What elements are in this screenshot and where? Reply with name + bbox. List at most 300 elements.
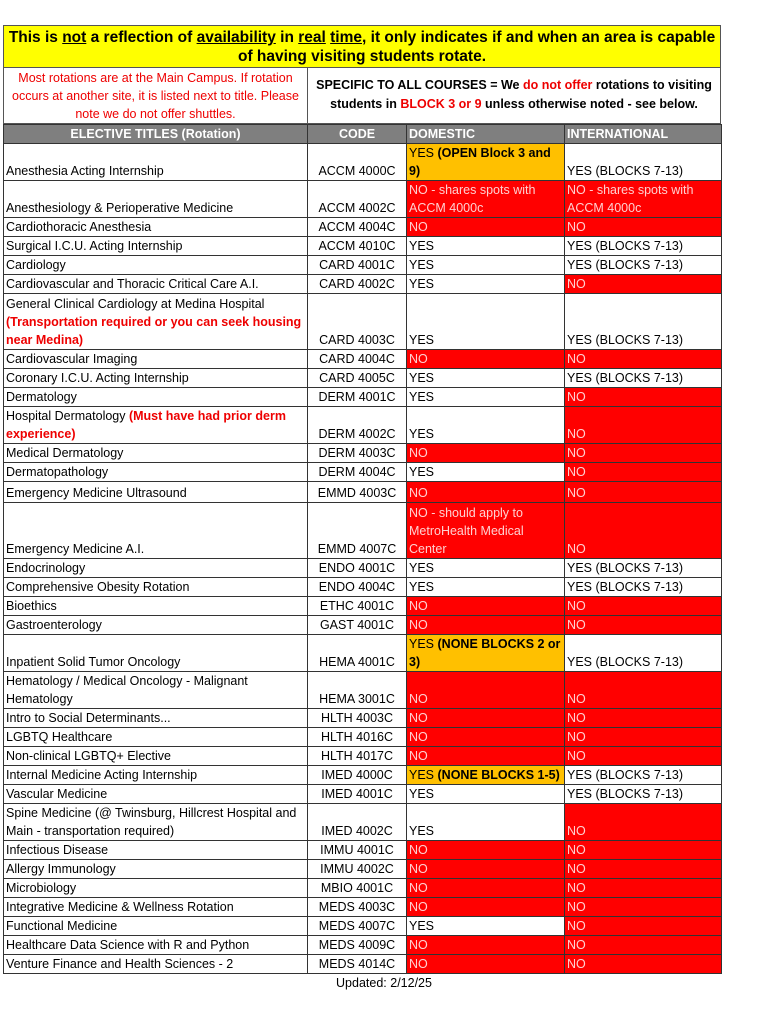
status-text: NO: [567, 542, 586, 556]
status-text: NO: [409, 957, 428, 971]
domestic-status: [407, 559, 565, 578]
elective-title: [4, 388, 308, 407]
course-code: MEDS 4009C: [308, 936, 407, 955]
elective-title-text: Bioethics: [6, 599, 57, 613]
status-text: NO - should apply to MetroHealth Medical Center: [409, 506, 524, 556]
status-text: NO: [409, 900, 428, 914]
status-text: YES (BLOCKS 7-13): [567, 768, 684, 782]
table-row: [4, 635, 722, 672]
elective-title-text: Inpatient Solid Tumor Oncology: [6, 655, 181, 669]
table-row: [4, 955, 722, 974]
course-code: IMED 4002C: [308, 804, 407, 841]
status-text: NO: [409, 692, 428, 706]
status-text: YES (BLOCKS 7-13): [567, 239, 684, 253]
international-status: [565, 144, 722, 181]
domestic-status: [407, 672, 565, 709]
domestic-status: [407, 275, 565, 294]
course-code: HEMA 4001C: [308, 635, 407, 672]
elective-title-text: Dermatology: [6, 390, 77, 404]
status-note: (NONE BLOCKS 1-5): [437, 768, 560, 782]
elective-title: [4, 804, 308, 841]
table-row: [4, 578, 722, 597]
domestic-status: [407, 144, 565, 181]
international-status: [565, 237, 722, 256]
course-code: IMMU 4002C: [308, 860, 407, 879]
table-header-row: [4, 125, 722, 144]
elective-title: [4, 917, 308, 936]
elective-title-text: Hospital Dermatology: [6, 409, 129, 423]
status-text: YES: [409, 277, 435, 291]
international-status: [565, 388, 722, 407]
elective-title: [4, 728, 308, 747]
status-text: NO: [567, 599, 586, 613]
domestic-status: [407, 463, 565, 482]
international-status: [565, 936, 722, 955]
status-text: NO: [409, 599, 428, 613]
international-status: [565, 785, 722, 804]
status-text: YES: [409, 146, 438, 160]
course-code: DERM 4002C: [308, 407, 407, 444]
course-note-text: do not offer: [522, 78, 593, 92]
international-status: [565, 218, 722, 237]
international-status: [565, 616, 722, 635]
domestic-status: [407, 350, 565, 369]
international-status: [565, 672, 722, 709]
table-row: [4, 275, 722, 294]
column-header-domestic: DOMESTIC: [407, 125, 565, 144]
elective-title: [4, 503, 308, 559]
status-text: NO: [409, 618, 428, 632]
table-row: [4, 181, 722, 218]
course-code: DERM 4003C: [308, 444, 407, 463]
status-text: NO: [409, 843, 428, 857]
course-note-text: SPECIFIC TO ALL COURSES = We: [316, 78, 523, 92]
domestic-status: [407, 804, 565, 841]
status-text: YES: [409, 787, 435, 801]
elective-title-text: Intro to Social Determinants...: [6, 711, 171, 725]
domestic-status: [407, 256, 565, 275]
international-status: [565, 503, 722, 559]
status-text: NO: [567, 446, 586, 460]
course-code: HLTH 4016C: [308, 728, 407, 747]
banner-text: availability: [196, 29, 276, 46]
course-code: MBIO 4001C: [308, 879, 407, 898]
table-row: [4, 597, 722, 616]
banner-text: it only indicates if and when an area is capable of having visiting students rotate.: [237, 29, 716, 65]
elective-title: [4, 635, 308, 672]
status-text: YES (BLOCKS 7-13): [567, 580, 684, 594]
elective-title: [4, 841, 308, 860]
status-text: YES: [409, 768, 438, 782]
status-text: NO: [409, 220, 428, 234]
status-text: YES (BLOCKS 7-13): [567, 655, 684, 669]
table-row: [4, 766, 722, 785]
course-code: HLTH 4017C: [308, 747, 407, 766]
elective-title: [4, 879, 308, 898]
international-status: [565, 879, 722, 898]
course-note-text: rotations to visiting students in: [330, 78, 712, 111]
notes-row: [3, 68, 721, 124]
updated-date: Updated: 2/12/25: [336, 976, 432, 990]
international-status: [565, 728, 722, 747]
course-code: HLTH 4003C: [308, 709, 407, 728]
status-text: NO: [567, 730, 586, 744]
domestic-status: [407, 879, 565, 898]
banner-text: time,: [330, 29, 367, 46]
table-body: [4, 144, 722, 974]
table-row: [4, 559, 722, 578]
table-row: [4, 898, 722, 917]
course-note-text: unless otherwise noted - see below.: [481, 97, 698, 111]
elective-title-text: LGBTQ Healthcare: [6, 730, 113, 744]
status-text: NO: [567, 938, 586, 952]
domestic-status: [407, 917, 565, 936]
elective-title-text: Surgical I.C.U. Acting Internship: [6, 239, 183, 253]
course-code: MEDS 4007C: [308, 917, 407, 936]
table-row: [4, 747, 722, 766]
elective-title: [4, 766, 308, 785]
domestic-status: [407, 766, 565, 785]
status-text: NO: [409, 352, 428, 366]
status-text: YES (BLOCKS 7-13): [567, 371, 684, 385]
status-text: YES (BLOCKS 7-13): [567, 787, 684, 801]
status-text: YES: [409, 333, 435, 347]
status-text: YES: [409, 258, 435, 272]
elective-title-text: Venture Finance and Health Sciences - 2: [6, 957, 234, 971]
status-text: NO: [567, 957, 586, 971]
course-code: IMED 4001C: [308, 785, 407, 804]
status-text: NO: [409, 711, 428, 725]
elective-title-text: Medical Dermatology: [6, 446, 124, 460]
international-status: [565, 482, 722, 503]
domestic-status: [407, 369, 565, 388]
international-status: [565, 597, 722, 616]
table-row: [4, 672, 722, 709]
elective-title-text: Endocrinology: [6, 561, 86, 575]
status-text: NO: [409, 862, 428, 876]
domestic-status: [407, 747, 565, 766]
elective-title: [4, 747, 308, 766]
status-text: NO: [409, 881, 428, 895]
course-code: CARD 4005C: [308, 369, 407, 388]
elective-title: [4, 898, 308, 917]
elective-title: [4, 350, 308, 369]
international-status: [565, 898, 722, 917]
status-text: YES: [409, 465, 435, 479]
table-row: [4, 369, 722, 388]
domestic-status: [407, 841, 565, 860]
table-row: [4, 879, 722, 898]
domestic-status: [407, 237, 565, 256]
international-status: [565, 860, 722, 879]
elective-title-text: Functional Medicine: [6, 919, 118, 933]
international-status: [565, 559, 722, 578]
course-code: ACCM 4000C: [308, 144, 407, 181]
elective-title: [4, 616, 308, 635]
status-text: NO: [409, 749, 428, 763]
elective-title-text: Spine Medicine (@ Twinsburg, Hillcrest Hospital and Main - transportation required): [6, 806, 297, 838]
elective-note: (Transportation required or you can seek housing near Medina): [6, 315, 302, 347]
domestic-status: [407, 181, 565, 218]
domestic-status: [407, 218, 565, 237]
international-status: [565, 804, 722, 841]
international-status: [565, 350, 722, 369]
elective-title-text: Integrative Medicine & Wellness Rotation: [6, 900, 234, 914]
elective-title-text: Gastroenterology: [6, 618, 102, 632]
status-text: NO: [567, 881, 586, 895]
elective-note: (Must have had prior derm experience): [6, 409, 286, 441]
international-status: [565, 955, 722, 974]
domestic-status: [407, 860, 565, 879]
elective-title: [4, 672, 308, 709]
elective-title: [4, 597, 308, 616]
course-code: MEDS 4003C: [308, 898, 407, 917]
status-text: NO: [567, 465, 586, 479]
elective-title: [4, 256, 308, 275]
course-code: CARD 4001C: [308, 256, 407, 275]
domestic-status: [407, 503, 565, 559]
elective-title: [4, 237, 308, 256]
elective-title: [4, 444, 308, 463]
status-text: NO: [567, 711, 586, 725]
status-note: (OPEN Block 3 and 9): [409, 146, 551, 178]
domestic-status: [407, 936, 565, 955]
status-text: YES: [409, 637, 438, 651]
table-row: [4, 407, 722, 444]
campus-note: Most rotations are at the Main Campus. If rotation occurs at another site, it is listed next to title. Please note we do not offer shuttles.: [4, 68, 308, 123]
banner-text: in: [275, 29, 299, 46]
elective-title-text: Healthcare Data Science with R and Python: [6, 938, 250, 952]
status-text: YES: [409, 580, 435, 594]
elective-title: [4, 218, 308, 237]
status-text: YES: [409, 427, 435, 441]
course-code: EMMD 4007C: [308, 503, 407, 559]
domestic-status: [407, 444, 565, 463]
international-status: [565, 275, 722, 294]
domestic-status: [407, 388, 565, 407]
table-row: [4, 388, 722, 407]
course-note-text: BLOCK 3 or 9: [400, 97, 482, 111]
status-text: NO: [567, 427, 586, 441]
course-code: ETHC 4001C: [308, 597, 407, 616]
course-code: EMMD 4003C: [308, 482, 407, 503]
domestic-status: [407, 728, 565, 747]
table-row: [4, 728, 722, 747]
elective-title: [4, 294, 308, 350]
elective-title: [4, 559, 308, 578]
status-text: NO: [567, 390, 586, 404]
banner-text: a reflection of: [86, 29, 197, 46]
elective-title: [4, 955, 308, 974]
status-text: NO: [409, 486, 428, 500]
international-status: [565, 369, 722, 388]
international-status: [565, 635, 722, 672]
domestic-status: [407, 578, 565, 597]
elective-title: [4, 463, 308, 482]
banner-text: This is: [8, 29, 63, 46]
elective-title-text: Microbiology: [6, 881, 77, 895]
course-code: IMED 4000C: [308, 766, 407, 785]
column-header-code: CODE: [308, 125, 407, 144]
domestic-status: [407, 482, 565, 503]
international-status: [565, 256, 722, 275]
status-text: YES: [409, 371, 435, 385]
status-text: NO: [567, 919, 586, 933]
domestic-status: [407, 898, 565, 917]
domestic-status: [407, 294, 565, 350]
elective-title: [4, 144, 308, 181]
course-code: ACCM 4004C: [308, 218, 407, 237]
table-row: [4, 936, 722, 955]
banner-text: not: [62, 29, 87, 46]
elective-title: [4, 407, 308, 444]
elective-title-text: Anesthesia Acting Internship: [6, 164, 164, 178]
table-row: [4, 463, 722, 482]
status-text: NO - shares spots with ACCM 4000c: [409, 183, 536, 215]
course-code: HEMA 3001C: [308, 672, 407, 709]
international-status: [565, 709, 722, 728]
elective-title: [4, 578, 308, 597]
course-code: IMMU 4001C: [308, 841, 407, 860]
status-text: NO: [567, 486, 586, 500]
status-text: NO: [567, 900, 586, 914]
elective-title: [4, 785, 308, 804]
table-row: [4, 785, 722, 804]
elective-title-text: Coronary I.C.U. Acting Internship: [6, 371, 189, 385]
table-row: [4, 482, 722, 503]
disclaimer-banner: [3, 25, 721, 68]
elective-title-text: Cardiology: [6, 258, 66, 272]
elective-title: [4, 709, 308, 728]
course-code: ENDO 4004C: [308, 578, 407, 597]
status-text: NO: [567, 618, 586, 632]
international-status: [565, 444, 722, 463]
course-code: ACCM 4002C: [308, 181, 407, 218]
table-row: [4, 709, 722, 728]
international-status: [565, 917, 722, 936]
international-status: [565, 407, 722, 444]
elective-title-text: Anesthesiology & Perioperative Medicine: [6, 201, 234, 215]
course-code: CARD 4003C: [308, 294, 407, 350]
elective-title-text: Infectious Disease: [6, 843, 109, 857]
electives-table: [3, 124, 722, 974]
status-text: YES (BLOCKS 7-13): [567, 258, 684, 272]
table-row: [4, 218, 722, 237]
international-status: [565, 841, 722, 860]
availability-sheet: [3, 25, 721, 974]
elective-title-text: Cardiovascular and Thoracic Critical Care A.I.: [6, 277, 259, 291]
status-text: NO: [567, 862, 586, 876]
status-note: (NONE BLOCKS 2 or 3): [409, 637, 561, 669]
course-code: GAST 4001C: [308, 616, 407, 635]
table-row: [4, 444, 722, 463]
table-row: [4, 350, 722, 369]
status-text: YES (BLOCKS 7-13): [567, 333, 684, 347]
international-status: [565, 463, 722, 482]
elective-title-text: Non-clinical LGBTQ+ Elective: [6, 749, 171, 763]
elective-title: [4, 860, 308, 879]
elective-title-text: General Clinical Cardiology at Medina Hospital: [6, 297, 265, 311]
international-status: [565, 578, 722, 597]
course-code: CARD 4002C: [308, 275, 407, 294]
course-code: DERM 4001C: [308, 388, 407, 407]
elective-title: [4, 181, 308, 218]
table-row: [4, 294, 722, 350]
status-text: NO: [409, 446, 428, 460]
banner-text: real: [298, 29, 326, 46]
table-row: [4, 237, 722, 256]
table-row: [4, 144, 722, 181]
domestic-status: [407, 785, 565, 804]
elective-title-text: Cardiovascular Imaging: [6, 352, 138, 366]
domestic-status: [407, 635, 565, 672]
elective-title-text: Emergency Medicine Ultrasound: [6, 486, 187, 500]
column-header-title: ELECTIVE TITLES (Rotation): [4, 125, 308, 144]
status-text: NO: [567, 692, 586, 706]
domestic-status: [407, 709, 565, 728]
course-code: MEDS 4014C: [308, 955, 407, 974]
status-text: NO: [409, 938, 428, 952]
domestic-status: [407, 955, 565, 974]
elective-title-text: Vascular Medicine: [6, 787, 108, 801]
status-text: NO: [567, 749, 586, 763]
status-text: NO: [567, 843, 586, 857]
status-text: YES: [409, 919, 435, 933]
status-text: YES: [409, 239, 435, 253]
international-status: [565, 294, 722, 350]
table-row: [4, 860, 722, 879]
elective-title-text: Emergency Medicine A.I.: [6, 542, 145, 556]
elective-title: [4, 482, 308, 503]
domestic-status: [407, 407, 565, 444]
table-row: [4, 616, 722, 635]
status-text: YES: [409, 561, 435, 575]
domestic-status: [407, 597, 565, 616]
elective-title-text: Allergy Immunology: [6, 862, 116, 876]
domestic-status: [407, 616, 565, 635]
elective-title-text: Cardiothoracic Anesthesia: [6, 220, 152, 234]
status-text: YES (BLOCKS 7-13): [567, 164, 684, 178]
course-code: ENDO 4001C: [308, 559, 407, 578]
status-text: NO: [567, 824, 586, 838]
status-text: NO: [567, 277, 586, 291]
course-code: ACCM 4010C: [308, 237, 407, 256]
elective-title: [4, 369, 308, 388]
elective-title: [4, 936, 308, 955]
table-row: [4, 503, 722, 559]
elective-title: [4, 275, 308, 294]
elective-title-text: Comprehensive Obesity Rotation: [6, 580, 190, 594]
elective-title-text: Dermatopathology: [6, 465, 109, 479]
column-header-international: INTERNATIONAL: [565, 125, 722, 144]
elective-title-text: Internal Medicine Acting Internship: [6, 768, 198, 782]
status-text: YES (BLOCKS 7-13): [567, 561, 684, 575]
table-row: [4, 917, 722, 936]
table-row: [4, 804, 722, 841]
elective-title-text: Hematology / Medical Oncology - Malignant Hematology: [6, 674, 248, 706]
status-text: YES: [409, 824, 435, 838]
status-text: NO - shares spots with ACCM 4000c: [567, 183, 694, 215]
status-text: NO: [567, 220, 586, 234]
status-text: NO: [409, 730, 428, 744]
status-text: NO: [567, 352, 586, 366]
international-status: [565, 181, 722, 218]
course-code: CARD 4004C: [308, 350, 407, 369]
international-status: [565, 766, 722, 785]
course-code: DERM 4004C: [308, 463, 407, 482]
table-row: [4, 841, 722, 860]
course-note: [308, 68, 720, 123]
